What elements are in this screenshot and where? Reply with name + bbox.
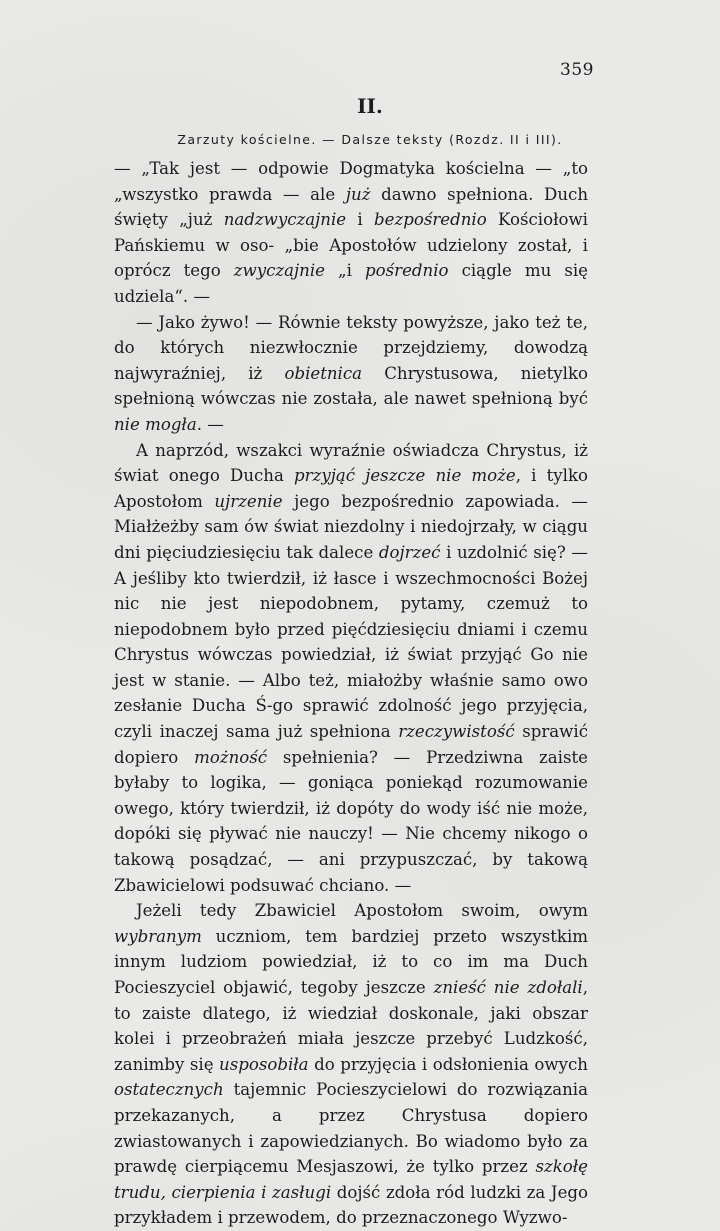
text-run: ciągle mu się udziela“. —: [114, 261, 588, 306]
text-run: do przyjęcia i odsłonienia owych: [308, 1054, 588, 1074]
text-run: — Jako żywo! — Równie teksty powyższe, jako też te, do których niezwłocznie przejdziemy, dowodzą najwyraźniej, iż: [114, 312, 588, 383]
text-run: , i tylko Apostołom: [114, 466, 589, 511]
italic-run: nadzwyczajnie: [223, 210, 347, 230]
text-run: Jeżeli tedy Zbawiciel Apostołom swoim, owym: [136, 901, 588, 921]
italic-run: już: [345, 184, 371, 204]
italic-run: nie mogła: [114, 414, 197, 434]
text-run: dawno spełniona. Duch święty „już: [114, 184, 589, 230]
chapter-numeral: II.: [357, 94, 383, 118]
text-run: Kościołowi Pańskiemu w oso- „bie Apostołów udzielony został, i oprócz tego: [114, 210, 588, 281]
text-run: Chrystusowa, nietylko spełnioną wówczas nie została, ale nawet spełnioną być: [114, 363, 588, 409]
italic-run: bezpośrednio: [374, 210, 487, 230]
text-run: A naprzód, wszakci wyraźnie oświadcza Chrystus, iż świat onego Ducha: [114, 440, 588, 486]
text-run: — „Tak jest — odpowie Dogmatyka kościelna — „to „wszystko prawda — ale: [114, 159, 588, 204]
chapter-subtitle: Zarzuty kościelne. — Dalsze teksty (Rozdz. II i III).: [177, 132, 563, 147]
text-run: i uzdolnić się? — A jeśliby kto twierdził, iż łasce i wszechmocności Bożej nic nie jest niepodobnem, pytamy, czemuż to niepodobnem było przed pięćdziesięciu dniami i czemu Chrystus wówczas powiedział, iż świat przyjąć Go nie jest w stanie. — Albo też, miałożby właśnie samo owo zesłanie Ducha Ś-go sprawić zdolność jego przyjęcia, czyli inaczej sama już spełniona: [114, 542, 588, 742]
italic-run: ujrzenie: [214, 491, 283, 511]
paragraph: [114, 310, 588, 438]
page-number: 359: [560, 60, 594, 80]
body-text: [114, 156, 588, 1231]
italic-run: zwyczajnie: [233, 261, 325, 281]
text-run: dojść zdoła ród ludzki za Jego przykładem i przewodem, do przeznaczonego Wyzwo-: [114, 1182, 588, 1228]
text-run: , to zaiste dlatego, iż wiedział doskonale, jaki obszar kolei i przeobrażeń miała jeszcze przebyć Ludzkość, zanimby się: [114, 978, 588, 1074]
italic-run: możność: [194, 747, 268, 767]
italic-run: ostatecznych: [114, 1080, 224, 1100]
text-run: tajemnic Pocieszycielowi do rozwiązania przekazanych, a przez Chrystusa dopiero zwiastowanych i zapowiedzianych. Bo wiadomo było za prawdę cierpiącemu Mesjaszowi, że tylko przez: [114, 1080, 588, 1177]
text-run: spełnienia? — Przedziwna zaiste byłaby to logika, — goniąca poniekąd rozumowanie owego, który twierdził, iż dopóty do wody iść nie może, dopóki się pływać nie nauczy! — Nie chcemy nikogo o takową posądzać, — ani przypuszczać, by takową Zbawicielowi podsuwać chciano. —: [114, 747, 588, 895]
italic-run: wybranym: [114, 926, 202, 946]
text-run: . —: [196, 414, 224, 434]
paragraph: [114, 898, 588, 1231]
italic-run: pośrednio: [365, 261, 449, 281]
italic-run: rzeczywistość: [398, 722, 515, 742]
italic-run: dojrzeć: [378, 542, 441, 562]
text-run: uczniom, tem bardziej przeto wszystkim innym ludziom powiedział, iż to co im ma Duch Pocieszyciel objawić, tegoby jeszcze: [114, 926, 588, 997]
italic-run: znieść nie zdołali: [433, 978, 583, 997]
text-run: „i: [325, 261, 366, 281]
text-run: i: [346, 210, 375, 230]
text-run: sprawić dopiero: [114, 722, 588, 767]
paragraph: [114, 438, 588, 899]
italic-run: szkołę trudu, cierpienia i zasługi: [114, 1157, 588, 1202]
text-run: jego bezpośrednio zapowiada. — Miałżeżby sam ów świat niezdolny i niedojrzały, w ciągu dni pięciudziesięciu tak dalece: [114, 491, 588, 562]
italic-run: obietnica: [284, 363, 363, 383]
italic-run: usposobiła: [219, 1054, 309, 1074]
paragraph: [114, 156, 588, 310]
italic-run: przyjąć jeszcze nie może: [294, 466, 516, 486]
